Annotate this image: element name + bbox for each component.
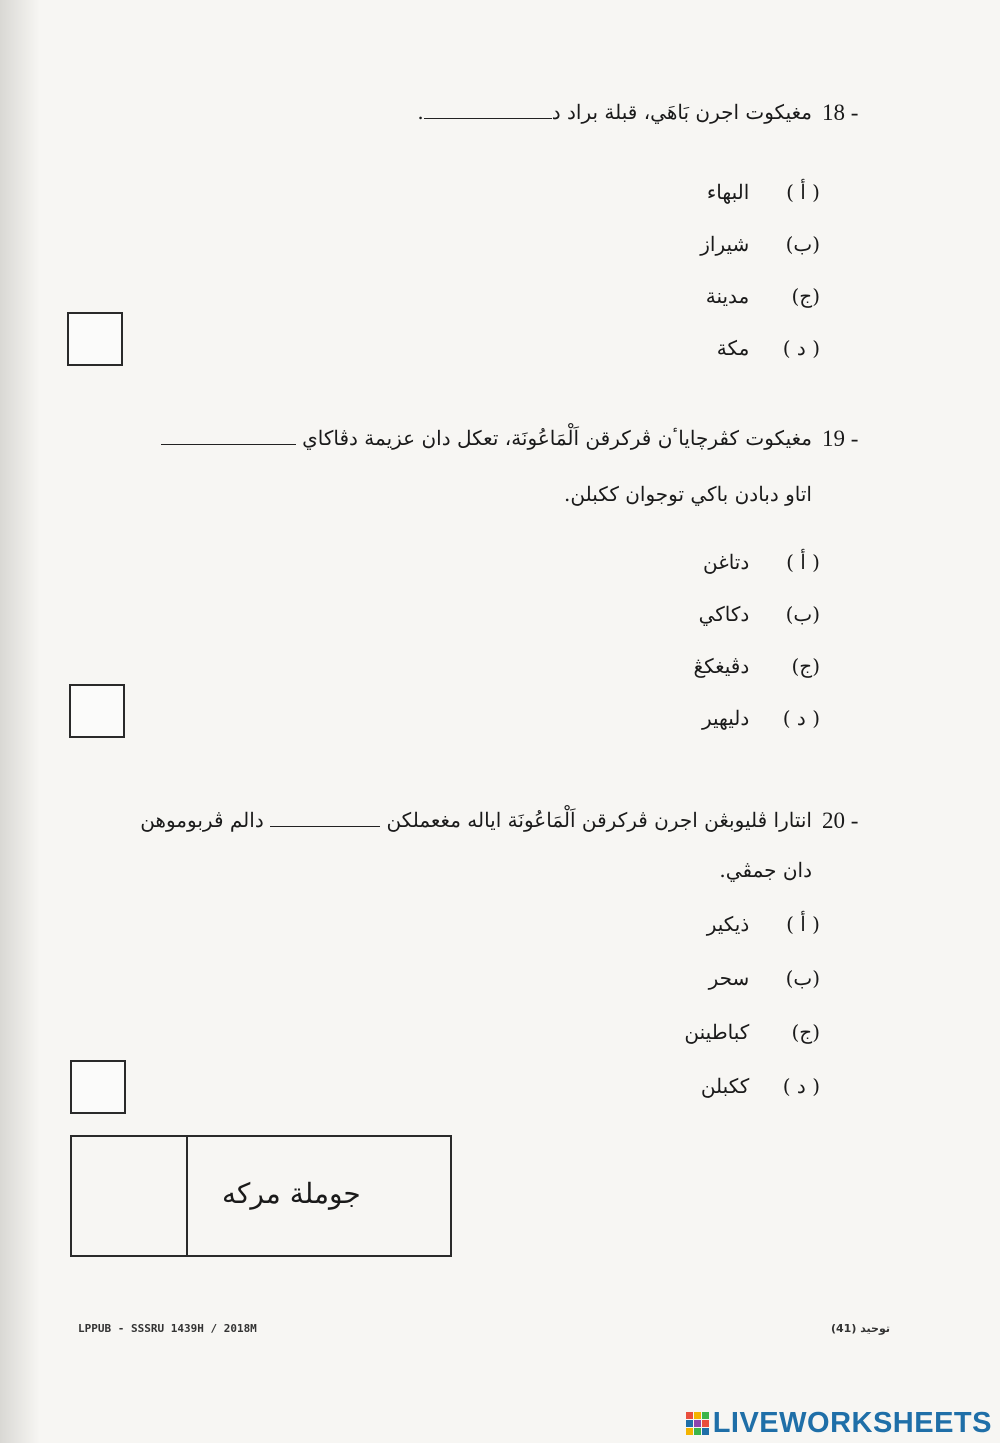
logo-square — [702, 1428, 709, 1435]
question-text: مغيکوت کڤرچاياٴن ڤرکرقن اَلْمَاعُونَة، تعکل دان عزيمة دڤاكاي — [161, 426, 812, 450]
question-number: 20 - — [822, 808, 859, 833]
logo-square — [686, 1420, 693, 1427]
footer-code: LPPUB - SSSRU 1439H / 2018M — [78, 1322, 257, 1335]
option-a: ( أ ) البهاء — [706, 180, 820, 204]
answer-box[interactable] — [67, 312, 123, 366]
question-number: 19 - — [822, 426, 859, 451]
logo-square — [686, 1428, 693, 1435]
question-text-line2: دان جمڤي. — [719, 858, 812, 882]
option-c: (ج) مدينة — [705, 284, 820, 308]
scan-edge-shadow — [0, 0, 40, 1443]
answer-blank — [270, 825, 380, 827]
option-b: (ب) سحر — [708, 966, 820, 990]
footer-page: توحيد (41) — [831, 1322, 890, 1335]
option-c: (ج) دڤيغکڠ — [693, 654, 820, 678]
option-b: (ب) دکاکي — [698, 602, 820, 626]
logo-square — [694, 1428, 701, 1435]
question-number: 18 - — [822, 100, 859, 125]
total-marks-box — [70, 1135, 452, 1257]
answer-blank — [161, 443, 296, 445]
liveworksheets-brand[interactable] — [686, 1407, 992, 1440]
option-d: ( د ) ککبلن — [700, 1074, 820, 1098]
brand-name: LIVEWORKSHEETS — [712, 1407, 992, 1439]
option-c: (ج) کباطينن — [684, 1020, 820, 1044]
total-marks-input[interactable] — [72, 1137, 188, 1255]
answer-box[interactable] — [69, 684, 125, 738]
option-d: ( د ) دليهير — [701, 706, 820, 730]
answer-box[interactable] — [70, 1060, 126, 1114]
question-text-line2: اتاو دبادن باکي توجوان ککبلن. — [564, 482, 812, 506]
option-a: ( أ ) دتاغن — [703, 550, 820, 574]
option-d: ( د ) مكة — [716, 336, 820, 360]
logo-square — [702, 1412, 709, 1419]
liveworksheets-logo-icon — [686, 1412, 709, 1435]
total-marks-label: جوملة مركه — [222, 1177, 361, 1210]
logo-square — [686, 1412, 693, 1419]
option-a: ( أ ) ذيكير — [706, 912, 820, 936]
logo-square — [694, 1412, 701, 1419]
question-text: انتارا ڤليوبڠن اجرن ڤرکرقن اَلْمَاعُونَة اياله مغعملکن دالم ڤربوموهن — [140, 808, 812, 832]
logo-square — [694, 1420, 701, 1427]
answer-blank — [424, 117, 552, 119]
logo-square — [702, 1420, 709, 1427]
question-text: مغيکوت اجرن بَاهَي، قبلة براد د. — [417, 100, 812, 124]
option-b: (ب) شيراز — [700, 232, 820, 256]
